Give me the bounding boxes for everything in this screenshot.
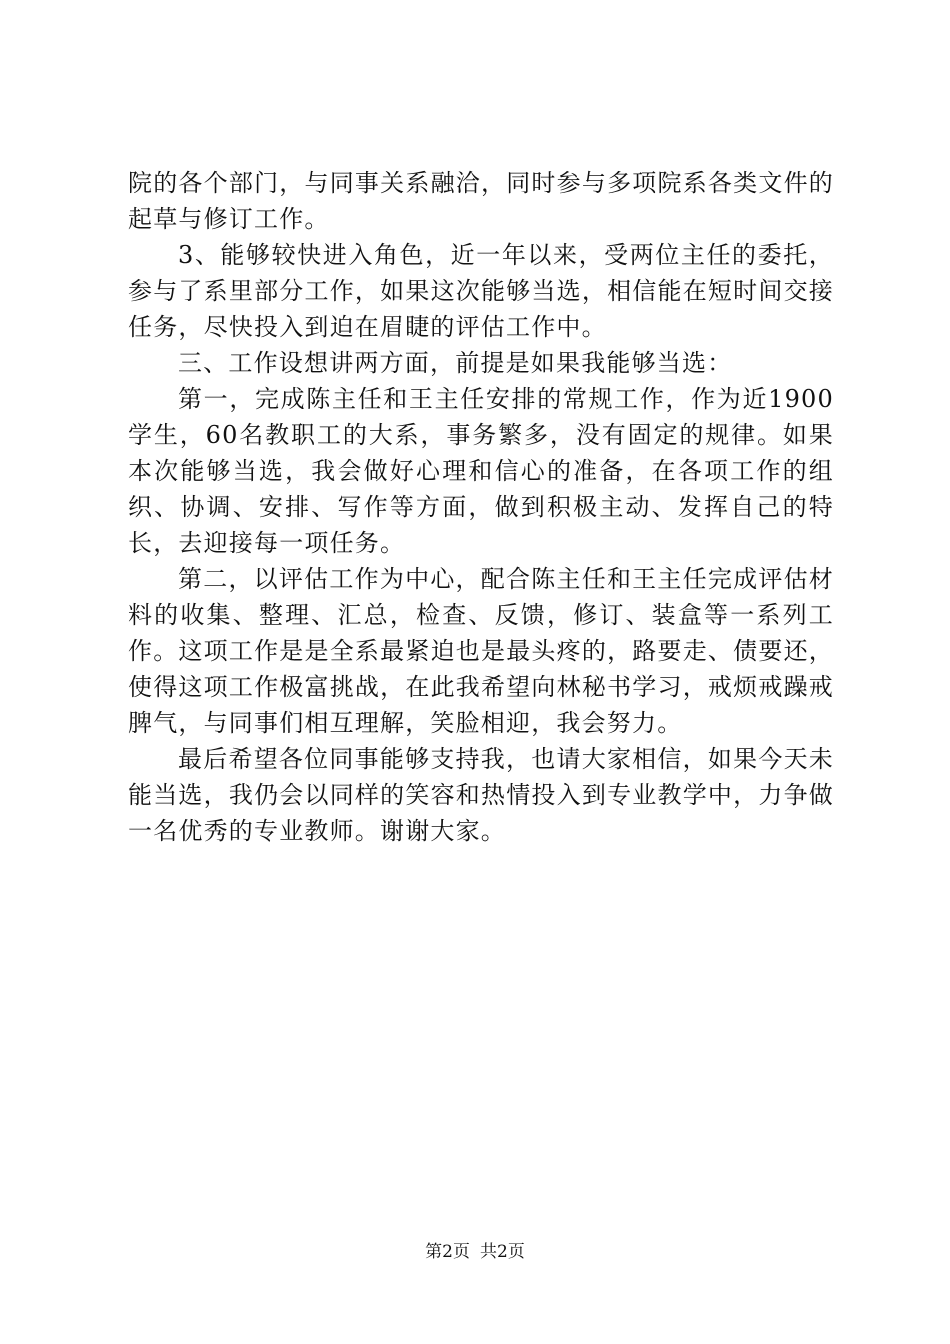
- page-number: 第2页: [425, 1242, 470, 1262]
- paragraph-4: 第一，完成陈主任和王主任安排的常规工作，作为近1900学生，60名教职工的大系，事务繁多，没有固定的规律。如果本次能够当选，我会做好心理和信心的准备，在各项工作的组织、协调、安排、写作等方面，做到积极主动、发挥自己的特长，去迎接每一项任务。: [128, 385, 834, 557]
- page-total: 共2页: [480, 1242, 525, 1262]
- paragraph-3: 三、工作设想讲两方面，前提是如果我能够当选：: [178, 349, 733, 377]
- paragraph-1: 院的各个部门，与同事关系融洽，同时参与多项院系各类文件的起草与修订工作。: [128, 169, 834, 233]
- paragraph-5: 第二，以评估工作为中心，配合陈主任和王主任完成评估材料的收集、整理、汇总，检查、反馈，修订、装盒等一系列工作。这项工作是是全系最紧迫也是最头疼的，路要走、债要还，使得这项工作极富挑战，在此我希望向林秘书学习，戒烦戒躁戒脾气，与同事们相互理解，笑脸相迎，我会努力。: [128, 565, 834, 737]
- document-body: [128, 165, 834, 849]
- page-footer: [0, 1240, 950, 1264]
- paragraph-6: 最后希望各位同事能够支持我，也请大家相信，如果今天未能当选，我仍会以同样的笑容和热情投入到专业教学中，力争做一名优秀的专业教师。谢谢大家。: [128, 745, 834, 845]
- paragraph-2: 3、能够较快进入角色，近一年以来，受两位主任的委托，参与了系里部分工作，如果这次能够当选，相信能在短时间交接任务，尽快投入到迫在眉睫的评估工作中。: [128, 241, 834, 341]
